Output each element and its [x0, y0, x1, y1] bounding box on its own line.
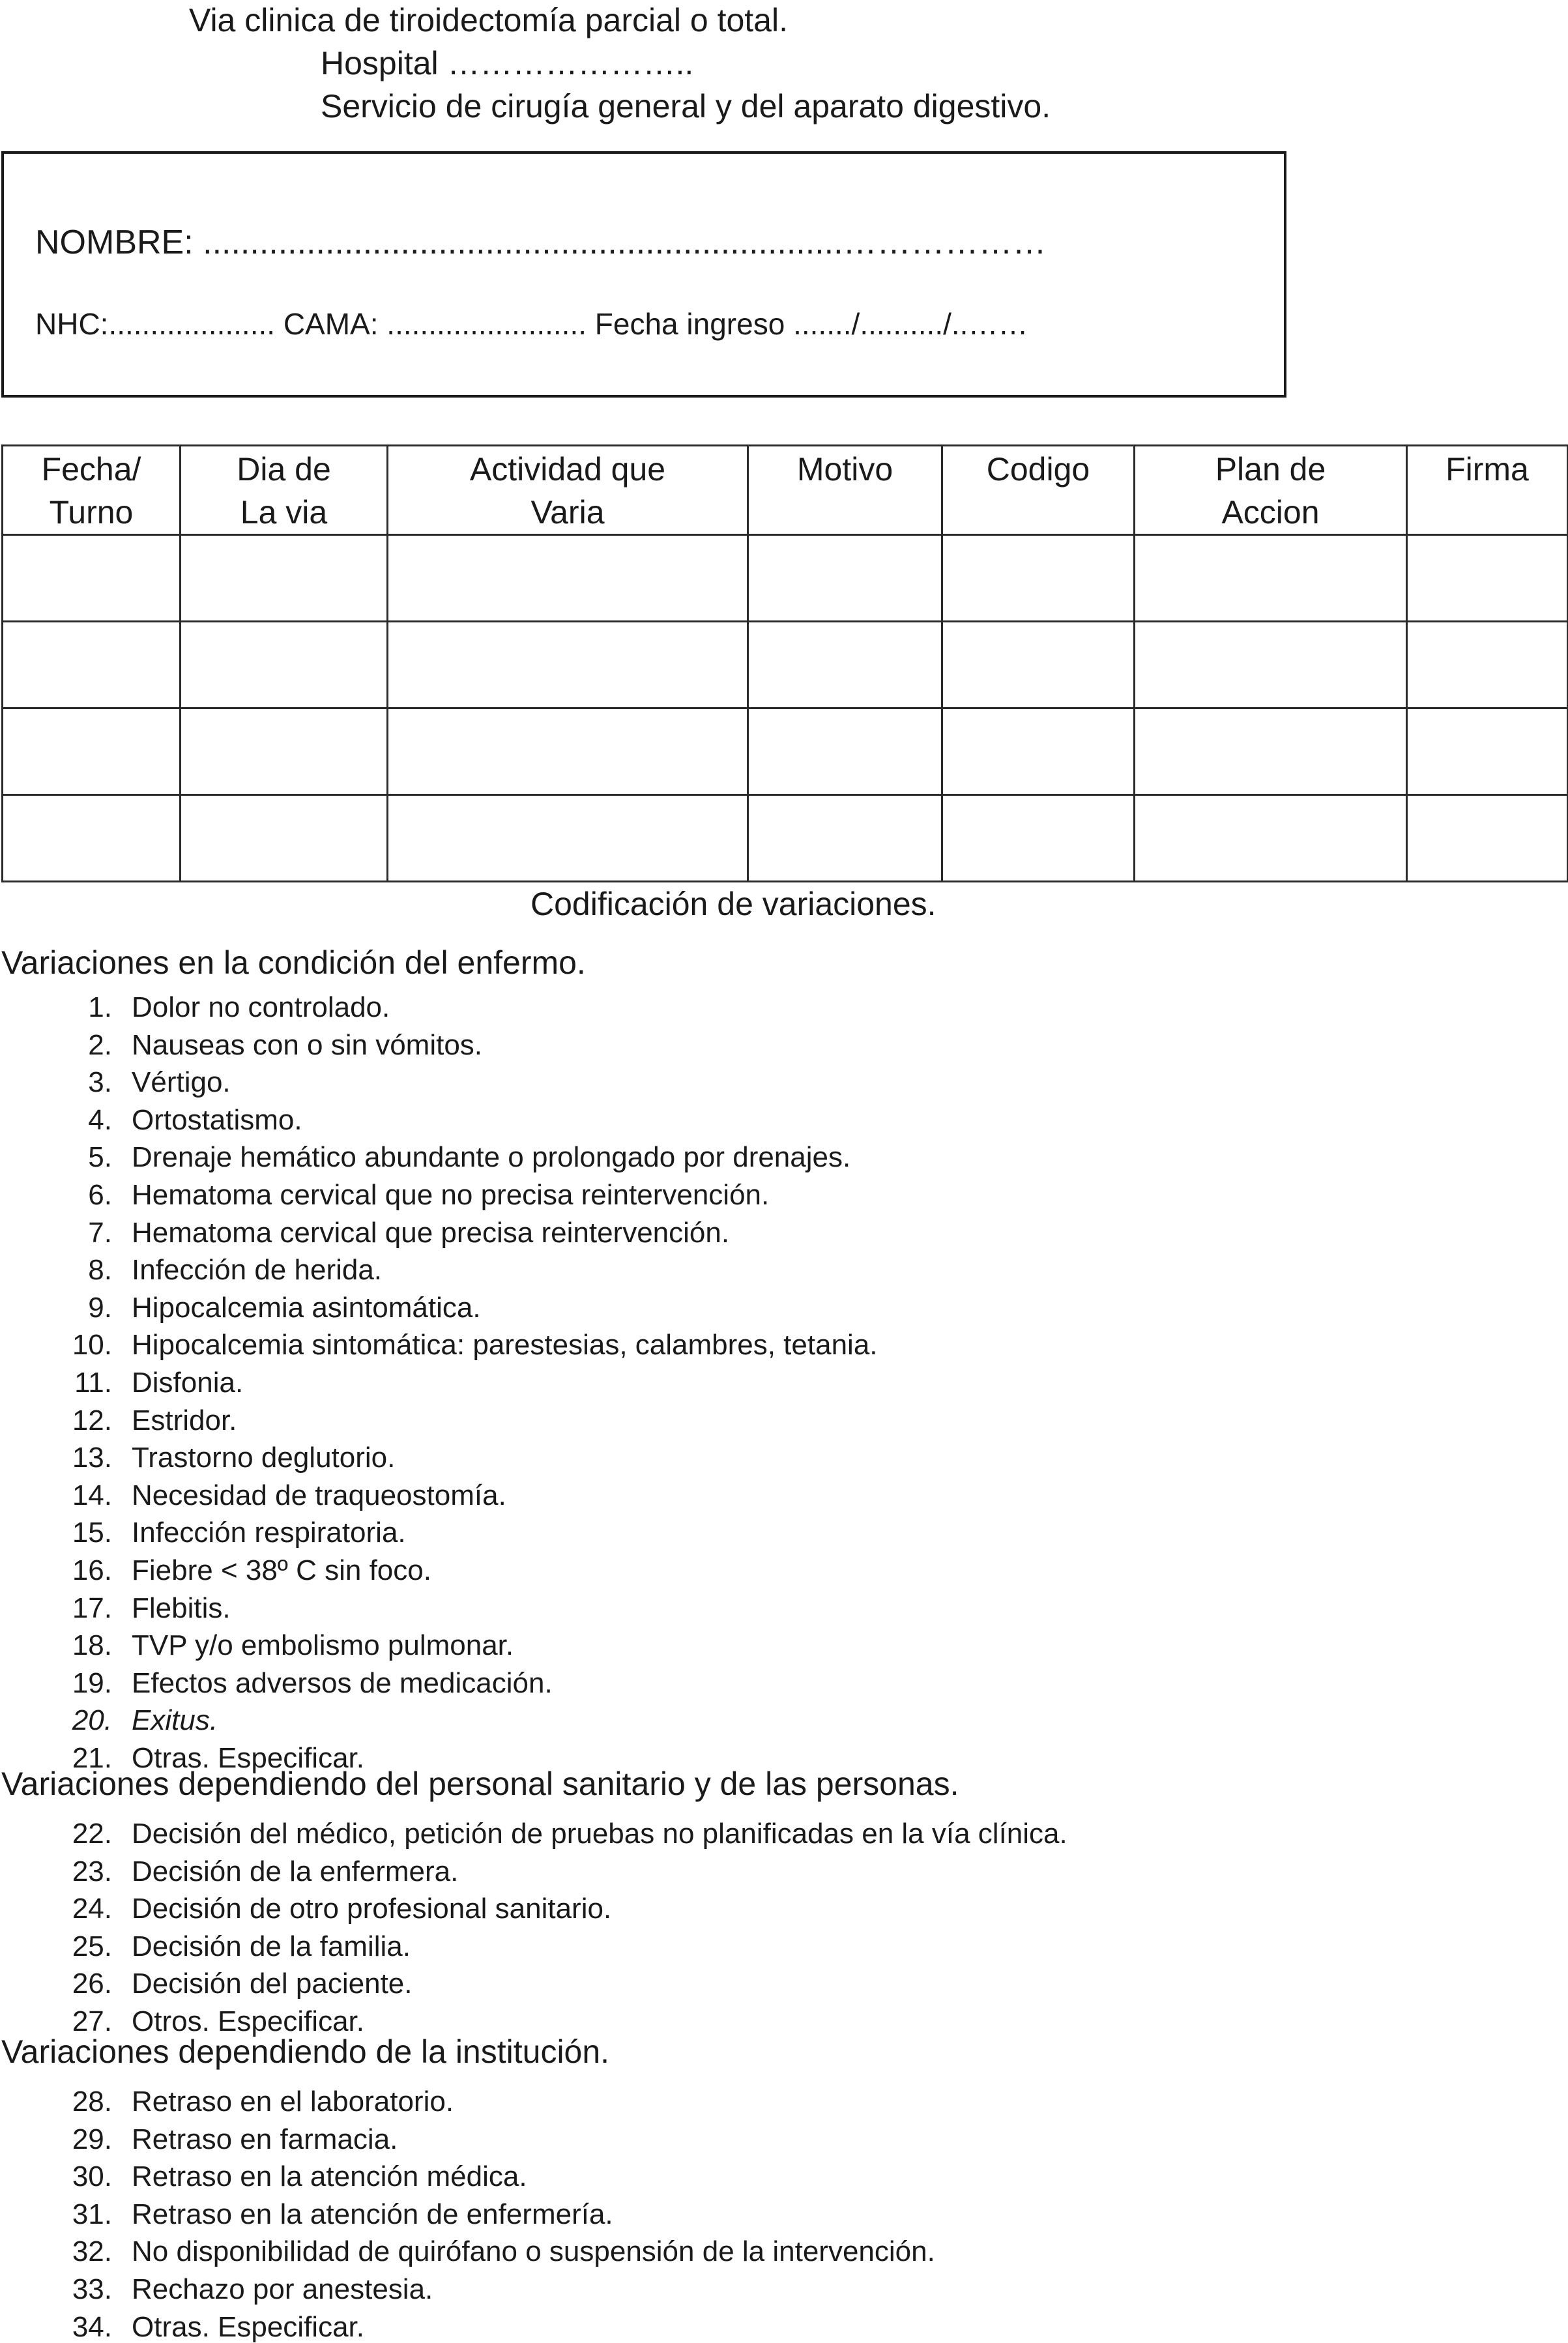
service-line: Servicio de cirugía general y del aparato digestivo. — [321, 88, 1051, 124]
column-header-line: Plan de — [1215, 451, 1326, 488]
list-item-text: Vértigo. — [132, 1066, 231, 1099]
list-item-number: 20. — [72, 1704, 112, 1737]
list-item-text: TVP y/o embolismo pulmonar. — [132, 1629, 514, 1662]
list-item-number: 32. — [72, 2235, 112, 2268]
list-item-text: Decisión de la familia. — [132, 1930, 411, 1962]
list-item-text: Hipocalcemia asintomática. — [132, 1291, 481, 1324]
section-title: Variaciones en la condición del enfermo. — [1, 944, 586, 981]
list-item-number: 31. — [72, 2198, 112, 2230]
list-item-number: 13. — [72, 1442, 112, 1474]
list-item-number: 16. — [72, 1554, 112, 1586]
table-cell[interactable] — [1135, 795, 1407, 882]
list-item-number: 14. — [72, 1479, 112, 1511]
list-item-number: 30. — [72, 2161, 112, 2193]
table-cell[interactable] — [942, 795, 1135, 882]
table-cell[interactable] — [388, 795, 748, 882]
table-cell[interactable] — [3, 622, 181, 708]
column-header-line: Dia de — [237, 451, 331, 488]
column-header-line: La via — [240, 494, 328, 531]
column-header — [3, 446, 181, 535]
table-cell[interactable] — [942, 535, 1135, 622]
list-item-number: 23. — [72, 1855, 112, 1887]
table-cell[interactable] — [942, 622, 1135, 708]
list-item-number: 8. — [88, 1254, 112, 1287]
table-cell[interactable] — [388, 622, 748, 708]
list-item-number: 3. — [88, 1066, 112, 1099]
list-item-number: 18. — [72, 1629, 112, 1662]
list-item-text: No disponibilidad de quirófano o suspensión de la intervención. — [132, 2235, 935, 2268]
list-item-number: 25. — [72, 1930, 112, 1962]
section-title: Variaciones dependiendo de la institución. — [1, 2033, 610, 2070]
table-cell[interactable] — [748, 622, 942, 708]
list-item-number: 15. — [72, 1517, 112, 1549]
list-item-number: 6. — [88, 1179, 112, 1211]
list-item-text: Infección de herida. — [132, 1254, 383, 1287]
table-cell[interactable] — [1407, 795, 1568, 882]
list-item-number: 12. — [72, 1404, 112, 1436]
column-header-line: Actividad que — [469, 451, 666, 488]
list-item-text: Otras. Especificar. — [132, 2310, 365, 2343]
list-item-text: Hematoma cervical que no precisa reintervención. — [132, 1179, 770, 1211]
list-item-number: 10. — [72, 1329, 112, 1361]
column-header — [181, 446, 388, 535]
column-header — [1407, 446, 1568, 535]
variations-table — [1, 444, 1568, 882]
list-item-number: 4. — [88, 1103, 112, 1136]
list-item-text: Infección respiratoria. — [132, 1517, 406, 1549]
column-header — [748, 446, 942, 535]
table-cell[interactable] — [388, 708, 748, 795]
hospital-line: Hospital ………………….. — [321, 45, 694, 81]
table-cell[interactable] — [388, 535, 748, 622]
list-item-text: Retraso en farmacia. — [132, 2123, 398, 2155]
list-item-text: Decisión de otro profesional sanitario. — [132, 1893, 612, 1925]
list-item-number: 2. — [88, 1028, 112, 1061]
column-header-line: Fecha/ — [41, 451, 141, 488]
list-item-text: Nauseas con o sin vómitos. — [132, 1028, 483, 1061]
list-item-number: 17. — [72, 1592, 112, 1624]
list-item-number: 34. — [72, 2310, 112, 2343]
table-cell[interactable] — [181, 535, 388, 622]
table-cell[interactable] — [181, 708, 388, 795]
list-item-number: 24. — [72, 1893, 112, 1925]
table-cell[interactable] — [181, 622, 388, 708]
table-cell[interactable] — [1407, 622, 1568, 708]
table-cell[interactable] — [3, 708, 181, 795]
list-item-text: Retraso en la atención de enfermería. — [132, 2198, 613, 2230]
table-cell[interactable] — [3, 535, 181, 622]
column-header-line: Accion — [1221, 494, 1320, 531]
list-item-text: Hematoma cervical que precisa reintervención. — [132, 1216, 730, 1249]
list-item-number: 11. — [74, 1367, 112, 1399]
list-item-text: Drenaje hemático abundante o prolongado por drenajes. — [132, 1141, 851, 1174]
column-header — [1135, 446, 1407, 535]
list-item-number: 33. — [72, 2273, 112, 2305]
list-item-text: Efectos adversos de medicación. — [132, 1666, 553, 1699]
list-item-text: Hipocalcemia sintomática: parestesias, calambres, tetania. — [132, 1329, 878, 1361]
table-cell[interactable] — [942, 708, 1135, 795]
table-cell[interactable] — [748, 535, 942, 622]
list-item-text: Otras. Especificar. — [132, 1742, 365, 1774]
list-item-text: Dolor no controlado. — [132, 991, 390, 1023]
list-item-text: Decisión de la enfermera. — [132, 1855, 459, 1887]
table-row — [3, 535, 1568, 622]
table-cell[interactable] — [181, 795, 388, 882]
list-item-text: Decisión del médico, petición de pruebas no planificadas en la vía clínica. — [132, 1818, 1067, 1850]
table-row — [3, 708, 1568, 795]
table-cell[interactable] — [1407, 708, 1568, 795]
patient-info-box — [1, 151, 1286, 398]
list-item-text: Disfonia. — [132, 1367, 244, 1399]
table-cell[interactable] — [748, 795, 942, 882]
list-item-text: Ortostatismo. — [132, 1103, 302, 1136]
list-item-text: Otros. Especificar. — [132, 2005, 365, 2037]
table-cell[interactable] — [3, 795, 181, 882]
column-header-line: Turno — [49, 494, 134, 531]
list-item-number: 29. — [72, 2123, 112, 2155]
list-item-number: 27. — [72, 2005, 112, 2037]
document-title: Via clinica de tiroidectomía parcial o total. — [189, 2, 788, 38]
list-item-number: 26. — [72, 1968, 112, 2000]
table-cell[interactable] — [1407, 535, 1568, 622]
list-item-text: Retraso en la atención médica. — [132, 2161, 527, 2193]
list-item-text: Rechazo por anestesia. — [132, 2273, 433, 2305]
table-cell[interactable] — [748, 708, 942, 795]
list-item-number: 1. — [88, 991, 112, 1023]
table-row — [3, 795, 1568, 882]
list-item-text: Trastorno deglutorio. — [132, 1442, 396, 1474]
list-item-number: 9. — [88, 1291, 112, 1324]
list-item-number: 21. — [72, 1742, 112, 1774]
column-header-line: Firma — [1445, 451, 1529, 488]
table-cell[interactable] — [1135, 708, 1407, 795]
list-item-number: 5. — [88, 1141, 112, 1174]
list-item-number: 28. — [72, 2086, 112, 2117]
list-item-number: 7. — [88, 1216, 112, 1249]
column-header-line: Motivo — [796, 451, 893, 488]
list-item-text: Necesidad de traqueostomía. — [132, 1479, 506, 1511]
section-title: Variaciones dependiendo del personal sanitario y de las personas. — [1, 1766, 959, 1802]
table-cell[interactable] — [1135, 535, 1407, 622]
codification-title: Codificación de variaciones. — [530, 886, 936, 922]
list-item-text: Decisión del paciente. — [132, 1968, 413, 2000]
list-item-number: 19. — [72, 1666, 112, 1699]
column-header-line: Varia — [530, 494, 605, 531]
list-item-text: Estridor. — [132, 1404, 237, 1436]
list-item-text: Retraso en el laboratorio. — [132, 2086, 454, 2117]
list-item-number: 22. — [72, 1818, 112, 1850]
patient-name-field[interactable]: NOMBRE: ....................................................................……………… — [35, 224, 1047, 261]
table-row — [3, 622, 1568, 708]
column-header — [388, 446, 748, 535]
table-cell[interactable] — [1135, 622, 1407, 708]
patient-record-field[interactable]: NHC:.................... CAMA: ........................ Fecha ingreso ......./........../..…… — [35, 307, 1028, 341]
list-item-text: Fiebre < 38º C sin foco. — [132, 1554, 431, 1586]
list-item-text: Flebitis. — [132, 1592, 231, 1624]
list-item-text: Exitus. — [132, 1704, 218, 1737]
column-header — [942, 446, 1135, 535]
column-header-line: Codigo — [986, 451, 1090, 488]
